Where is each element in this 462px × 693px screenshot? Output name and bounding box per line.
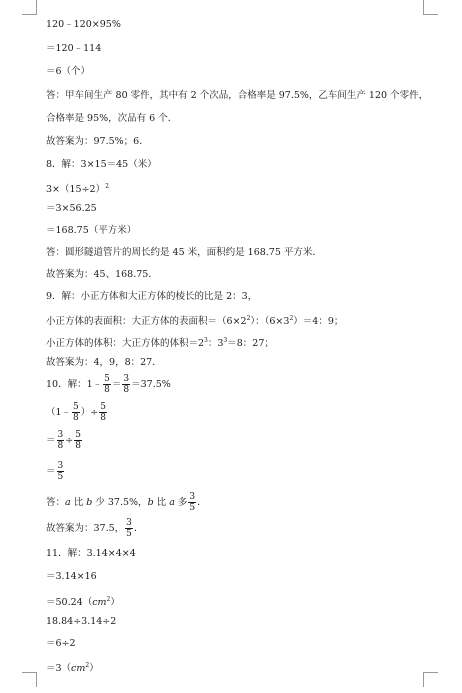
math-line bbox=[46, 402, 108, 423]
text: 比 bbox=[70, 497, 87, 508]
crop-mark-bottom-left bbox=[22, 672, 37, 687]
unit: cm bbox=[71, 663, 86, 674]
superscript: 2 bbox=[85, 662, 90, 669]
text: ：3 bbox=[207, 338, 224, 349]
text-line: 18.84÷3.14÷2 bbox=[46, 616, 117, 627]
answer-line bbox=[46, 518, 143, 539]
superscript: 2 bbox=[246, 315, 251, 322]
superscript: 2 bbox=[105, 183, 109, 190]
text: ． bbox=[133, 523, 144, 534]
text: ）：（6×3 bbox=[250, 316, 290, 327]
fraction bbox=[74, 430, 82, 451]
denominator: 8 bbox=[75, 441, 81, 451]
numerator: 3 bbox=[126, 518, 132, 528]
math-line bbox=[46, 430, 83, 451]
text: 10．解：1﹣ bbox=[46, 379, 103, 390]
fraction bbox=[125, 518, 133, 539]
denominator: 8 bbox=[100, 413, 106, 423]
text-line: 8．解：3×15＝45（米） bbox=[46, 159, 157, 170]
fraction bbox=[103, 374, 111, 395]
fraction bbox=[57, 430, 65, 451]
text: ＝37.5% bbox=[131, 379, 171, 390]
text-line bbox=[46, 312, 343, 328]
superscript: 2 bbox=[106, 596, 111, 603]
text: ）＝4：9； bbox=[293, 316, 344, 327]
superscript: 3 bbox=[204, 337, 208, 344]
crop-mark-top-left bbox=[22, 0, 37, 15]
text-line: ＝6÷2 bbox=[46, 638, 76, 649]
text: ） bbox=[89, 663, 99, 674]
fraction bbox=[99, 402, 107, 423]
text-line bbox=[46, 334, 274, 350]
numerator: 5 bbox=[104, 374, 110, 384]
text-line: 11．解：3.14×4×4 bbox=[46, 548, 136, 559]
fraction bbox=[188, 492, 196, 513]
text-line: 9．解：小正方体和大正方体的棱长的比是 2：3， bbox=[46, 291, 258, 302]
text: 故答案为：37.5， bbox=[46, 523, 125, 534]
fraction bbox=[72, 402, 80, 423]
variable: a bbox=[169, 497, 175, 508]
text: 多 bbox=[174, 497, 188, 508]
text-line bbox=[46, 593, 120, 609]
answer-line bbox=[46, 492, 207, 513]
denominator: 8 bbox=[123, 385, 130, 395]
text: 小正方体的体积：大正方体的体积＝2 bbox=[46, 338, 205, 349]
text: （1﹣ bbox=[46, 407, 72, 418]
text: ） bbox=[110, 597, 120, 608]
text-line: 故答案为：45、168.75． bbox=[46, 269, 158, 280]
crop-mark-top-right bbox=[423, 0, 438, 15]
variable: b bbox=[147, 497, 154, 508]
text-line: ＝168.75（平方米） bbox=[46, 225, 137, 236]
numerator: 5 bbox=[100, 402, 106, 412]
text-line bbox=[46, 180, 109, 196]
denominator: 5 bbox=[57, 472, 64, 482]
denominator: 8 bbox=[104, 385, 110, 395]
fraction bbox=[57, 461, 65, 482]
text: 小正方体的表面积：大正方体的表面积＝（6×2 bbox=[46, 316, 247, 327]
denominator: 8 bbox=[73, 413, 79, 423]
numerator: 3 bbox=[189, 492, 196, 502]
numerator: 3 bbox=[123, 374, 130, 384]
text-line: 答：甲车间生产 80 零件，其中有 2 个次品，合格率是 97.5%，乙车间生产 120 个零件， bbox=[46, 90, 429, 101]
text: ＝ bbox=[46, 466, 56, 477]
variable: b bbox=[86, 497, 93, 508]
variable: a bbox=[65, 497, 71, 508]
fraction bbox=[122, 374, 130, 395]
text-line: 合格率是 95%，次品有 6 个． bbox=[46, 113, 178, 124]
text: 3×（15÷2） bbox=[46, 184, 106, 195]
numerator: 5 bbox=[75, 430, 81, 440]
text: 比 bbox=[153, 497, 170, 508]
numerator: 3 bbox=[57, 461, 64, 471]
text-line: 故答案为：97.5%；6． bbox=[46, 136, 149, 147]
numerator: 3 bbox=[57, 430, 64, 440]
text: ＝ bbox=[46, 435, 56, 446]
superscript: 2 bbox=[289, 315, 294, 322]
numerator: 5 bbox=[73, 402, 79, 412]
text-line: 120﹣120×95% bbox=[46, 19, 121, 30]
text-line: 答：圆形隧道管片的周长约是 45 米，面积约是 168.75 平方米． bbox=[46, 247, 322, 258]
text-line: ＝3×56.25 bbox=[46, 203, 97, 214]
text-line bbox=[46, 659, 99, 675]
text: ． bbox=[197, 497, 207, 508]
superscript: 3 bbox=[223, 337, 228, 344]
text: ＝3（ bbox=[46, 663, 72, 674]
denominator: 5 bbox=[126, 529, 132, 539]
text: ）÷ bbox=[80, 407, 99, 418]
math-line bbox=[46, 461, 65, 482]
math-line bbox=[46, 374, 171, 395]
text-line: ＝6（个） bbox=[46, 66, 91, 77]
unit: cm bbox=[92, 597, 107, 608]
text: ＝8：27； bbox=[227, 338, 274, 349]
denominator: 5 bbox=[189, 503, 196, 513]
text-line: ＝120﹣114 bbox=[46, 43, 102, 54]
crop-mark-bottom-right bbox=[423, 672, 438, 687]
text: 答： bbox=[46, 497, 66, 508]
text-line: ＝3.14×16 bbox=[46, 571, 97, 582]
text: 少 37.5%， bbox=[92, 497, 148, 508]
text-line: 故答案为：4，9，8：27． bbox=[46, 357, 162, 368]
text: ＝ bbox=[111, 379, 122, 390]
text: ÷ bbox=[65, 435, 74, 446]
text: ＝50.24（ bbox=[46, 597, 93, 608]
denominator: 8 bbox=[57, 441, 64, 451]
